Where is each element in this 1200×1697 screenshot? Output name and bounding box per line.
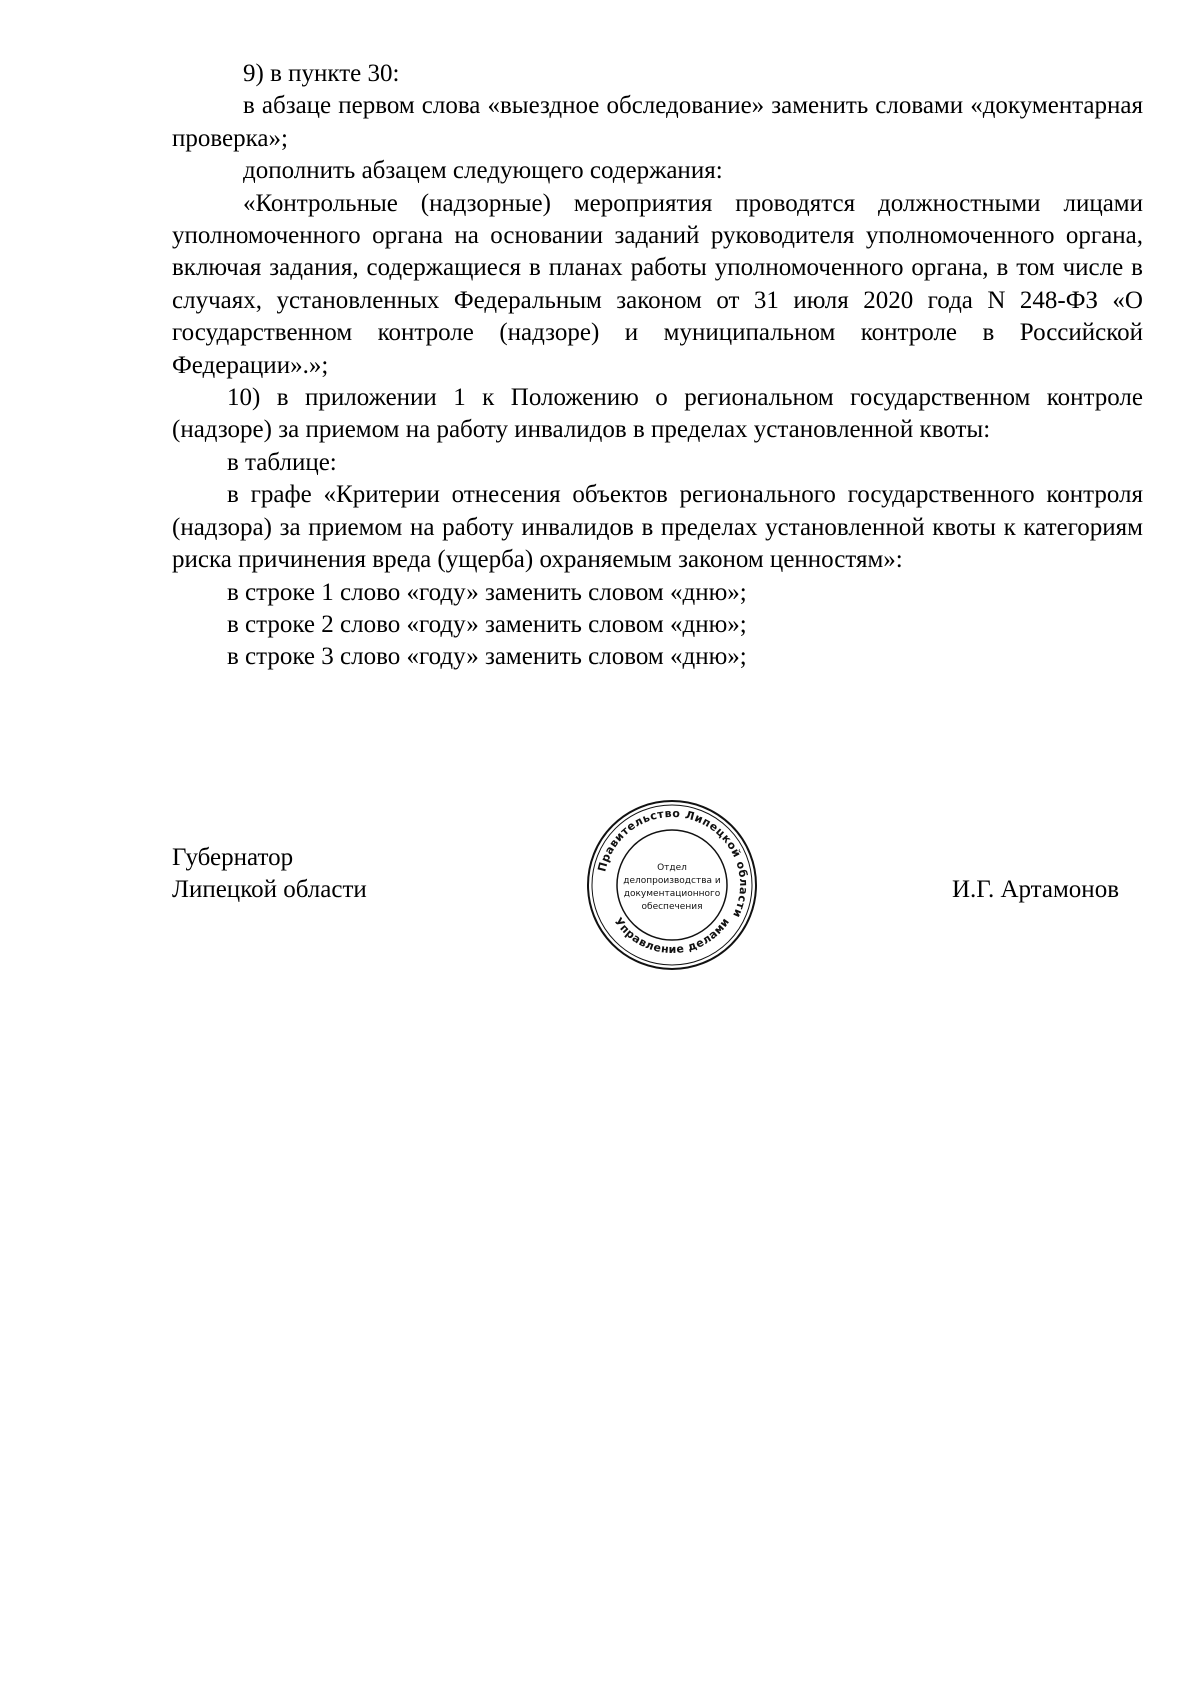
signer-name: И.Г. Артамонов <box>952 876 1119 903</box>
paragraph: «Контрольные (надзорные) мероприятия проводятся должностными лицами уполномоченного органа на основании заданий руководителя уполномоченного органа, включая задания, содержащиеся в планах работы уполномоченного органа, в том числе в случаях, установленных Федеральным законом от 31 июля 2020 года N 248-ФЗ «О государственном контроле (надзоре) и муниципальном контроле в Российской Федерации».»; <box>172 189 1143 379</box>
seal-center-line: делопроизводства и <box>623 876 721 886</box>
seal-ring-text: Правительство Липецкой области <box>595 806 751 920</box>
paragraph: в таблице: <box>227 448 337 476</box>
seal-bottom-text: Управление делами <box>611 915 733 957</box>
seal-center-line: документационного <box>623 889 721 899</box>
paragraph: в абзаце первом слова «выездное обследование» заменить словами «документарная проверка»; <box>172 92 1143 152</box>
paragraph: в строке 3 слово «году» заменить словом «дню»; <box>227 643 747 671</box>
paragraph: в графе «Критерии отнесения объектов регионального государственного контроля (надзора) за приемом на работу инвалидов в пределах установленной квоты к категориям риска причинения вреда (ущерба) охраняемым законом ценностям»: <box>172 481 1143 574</box>
signer-position <box>172 842 367 907</box>
paragraph: в строке 2 слово «году» заменить словом «дню»; <box>227 610 747 638</box>
signer-title-line: Липецкой области <box>172 876 367 904</box>
seal-graphic <box>585 798 759 972</box>
signer-title-line: Губернатор <box>172 844 294 871</box>
paragraph: дополнить абзацем следующего содержания: <box>243 157 723 185</box>
official-seal <box>585 798 759 972</box>
seal-center-line: обеспечения <box>641 902 703 912</box>
document-body <box>172 58 1143 674</box>
paragraph: 9) в пункте 30: <box>243 60 400 87</box>
paragraph: в строке 1 слово «году» заменить словом «дню»; <box>227 578 747 606</box>
seal-center-line: Отдел <box>657 863 687 873</box>
paragraph: 10) в приложении 1 к Положению о региональном государственном контроле (надзоре) за приемом на работу инвалидов в пределах установленной квоты: <box>172 384 1143 444</box>
